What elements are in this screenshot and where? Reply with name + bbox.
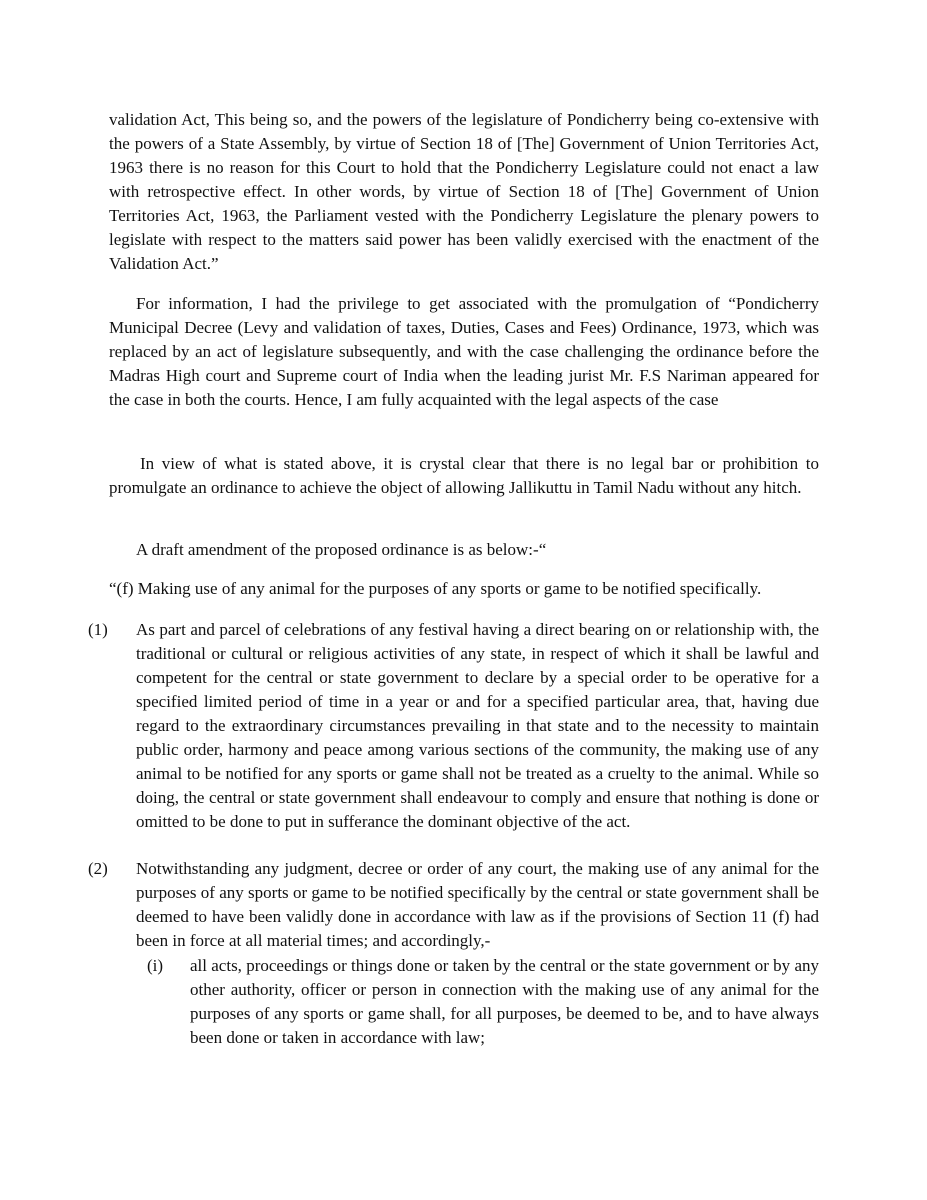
- list-item-text: As part and parcel of celebrations of any festival having a direct bearing on or relationship with, the traditional or cultural or religious activities of any state, in respect of which it shall be lawful and competent for the central or state government to declare by a special order to be operative for a specified limited period of time in a year or and for a specified particular area, that, having due regard to the extraordinary circumstances prevailing in that state and to the necessity to maintain public order, harmony and peace among various sections of the community, the making use of any animal to be notified for any sports or game shall not be treated as a cruelty to the animal. While so doing, the central or state government shall endeavour to comply and ensure that nothing is done or omitted to be done to put in sufferance the dominant objective of the act.: [136, 620, 819, 831]
- sub-list-item-text: all acts, proceedings or things done or taken by the central or the state government or by any other authority, officer or person in connection with the making use of any animal for the purposes of any sports or game shall, for all purposes, be deemed to be, and to have always been done or taken in accordance with law;: [190, 956, 819, 1047]
- paragraph-validation-act: validation Act, This being so, and the powers of the legislature of Pondicherry being co-extensive with the powers of a State Assembly, by virtue of Section 18 of [The] Government of Union Territories Act, 1963 there is no reason for this Court to hold that the Pondicherry Legislature could not enact a law with retrospective effect. In other words, by virtue of Section 18 of [The] Government of Union Territories Act, 1963, the Parliament vested with the Pondicherry Legislature the plenary powers to legislate with respect to the matters said power has been validly exercised with the enactment of the Validation Act.”: [109, 110, 819, 273]
- paragraph-clause-f: “(f) Making use of any animal for the purposes of any sports or game to be notified specifically.: [109, 579, 762, 598]
- paragraph-draft-intro: A draft amendment of the proposed ordinance is as below:-“: [136, 540, 547, 559]
- list-item-number: (2): [88, 859, 108, 878]
- paragraph-information: For information, I had the privilege to get associated with the promulgation of “Pondicherry Municipal Decree (Levy and validation of taxes, Duties, Cases and Fees) Ordinance, 1973, which was replaced by an act of legislature subsequently, and with the case challenging the ordinance before the Madras High court and Supreme court of India when the leading jurist Mr. F.S Nariman appeared for the case in both the courts. Hence, I am fully acquainted with the legal aspects of the case: [109, 294, 819, 409]
- sub-list-item-number: (i): [147, 956, 164, 975]
- list-item-number: (1): [88, 620, 108, 639]
- paragraph-conclusion: In view of what is stated above, it is crystal clear that there is no legal bar or prohibition to promulgate an ordinance to achieve the object of allowing Jallikuttu in Tamil Nadu without any hitch.: [109, 454, 819, 497]
- list-item-text: Notwithstanding any judgment, decree or order of any court, the making use of any animal for the purposes of any sports or game to be notified specifically by the central or state government shall be deemed to have been validly done in accordance with law as if the provisions of Section 11 (f) had been in force at all material times; and accordingly,-: [136, 859, 819, 950]
